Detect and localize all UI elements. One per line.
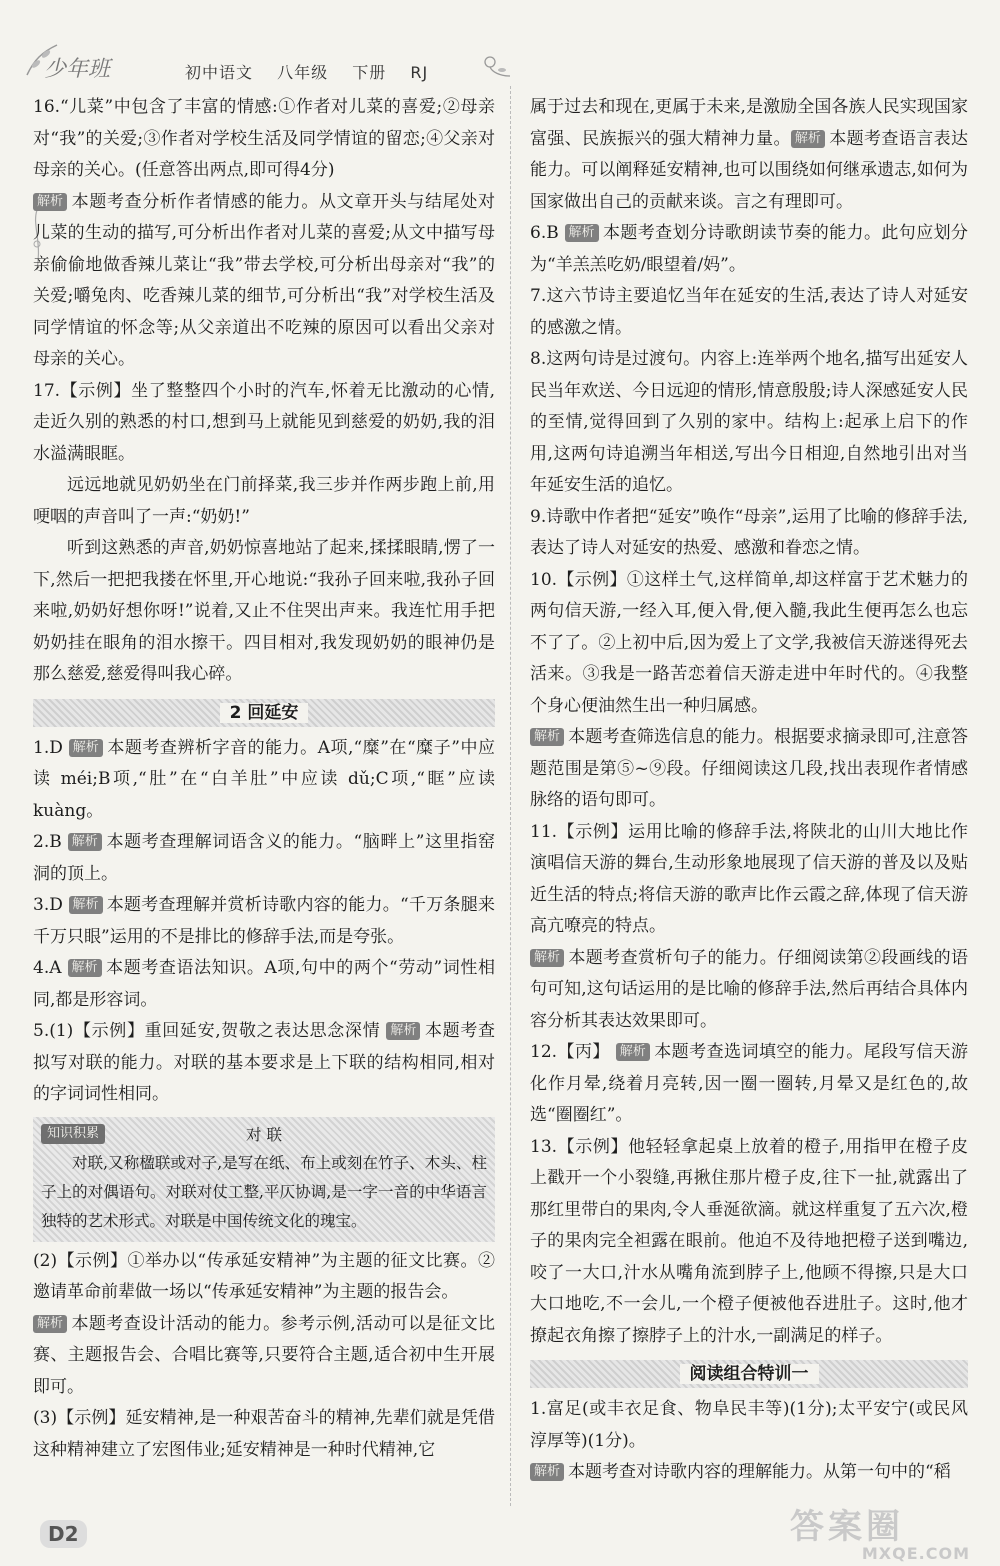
answer-5-3: (3)【示例】延安精神,是一种艰苦奋斗的精神,先辈们就是凭借这种精神建立了宏图伟业;延安精神是一种时代精神,它 — [33, 1408, 495, 1460]
analysis-tag: 解析 — [530, 728, 564, 746]
knowledge-box — [33, 1117, 495, 1242]
analysis-tag: 解析 — [791, 130, 825, 148]
answer-8: 8.这两句诗是过渡句。内容上:连举两个地名,描写出延安人民当年欢送、今日远迎的情形,情意殷殷;诗人深感延安人民的至情,觉得回到了久别的家中。结构上:起承上启下的作用,这两句诗追溯当年相送,写出今日相迎,自然地引出对当年延安生活的追忆。 — [530, 349, 968, 495]
analysis-tag: 解析 — [530, 949, 564, 967]
watermark — [790, 1508, 980, 1564]
answer-5-2-analysis: 解析 本题考查设计活动的能力。参考示例,活动可以是征文比赛、主题报告会、合唱比赛等,只要符合主题,适合初中生开展即可。 — [33, 1313, 495, 1397]
answer-11: 11.【示例】运用比喻的修辞手法,将陕北的山川大地比作演唱信天游的舞台,生动形象地展现了信天游的普及以及贴近生活的特点;将信天游的歌声比作云霞之辞,体现了信天游高亢嘹亮的特点。 — [530, 821, 968, 936]
answer-1: 1.D 解析 本题考查辨析字音的能力。A项,“糜”在“糜子”中应读 méi;B项,“肚”在“白羊肚”中应读 dǔ;C项,“眶”应读 kuàng。 — [33, 737, 495, 821]
answer-3: 3.D 解析 本题考查理解并赏析诗歌内容的能力。“千万条腿来千万只眼”运用的不是排比的修辞手法,而是夸张。 — [33, 895, 495, 947]
answer-9: 9.诗歌中作者把“延安”唤作“母亲”,运用了比喻的修辞手法,表达了诗人对延安的热爱、感激和眷恋之情。 — [530, 506, 968, 558]
page-header — [0, 0, 1000, 90]
answer-16-analysis: 解析 本题考查分析作者情感的能力。从文章开头与结尾处对儿菜的生动的描写,可分析出作者对儿菜的喜爱;从文中描写母亲偷偷地做香辣儿菜让“我”带去学校,可分析出母亲对“我”的关爱;嚼兔肉、吃香辣儿菜的细节,可分析出“我”对学校生活及同学情谊的怀念等;从父亲道出不吃辣的原因可以看出父亲对母亲的关心。 — [33, 191, 495, 369]
knowledge-text: 对联,又称楹联或对子,是写在纸、布上或刻在竹子、木头、柱子上的对偶语句。对联对仗工整,平仄协调,是一字一音的中华语言独特的艺术形式。对联是中国传统文化的瑰宝。 — [41, 1153, 487, 1230]
answer-5-1: 5.(1)【示例】重回延安,贺敬之表达思念深情 解析 本题考查拟写对联的能力。对联的基本要求是上下联的结构相同,相对的字词词性相同。 — [33, 1021, 496, 1104]
knowledge-tag: 知识积累 — [41, 1124, 105, 1144]
knowledge-header — [41, 1121, 487, 1149]
page-number: D2 — [40, 1520, 87, 1548]
analysis-tag: 解析 — [69, 739, 103, 757]
answer-11-analysis: 解析 本题考查赏析句子的能力。仔细阅读第②段画线的语句可知,这句话运用的是比喻的修辞手法,然后再结合具体内容分析其表达效果即可。 — [530, 947, 968, 1031]
right-column — [530, 92, 968, 1489]
flower-ornament-icon — [478, 50, 514, 80]
answer-17-paragraph: 远远地就见奶奶坐在门前择菜,我三步并作两步跑上前,用哽咽的声音叫了一声:“奶奶!” — [33, 475, 495, 527]
left-column — [33, 92, 495, 1466]
watermark-url: MXQE.COM — [861, 1544, 970, 1563]
answer-17-paragraph: 听到这熟悉的声音,奶奶惊喜地站了起来,揉揉眼睛,愣了一下,然后一把把我搂在怀里,开心地说:“我孙子回来啦,我孙子回来啦,奶奶好想你呀!”说着,又止不住哭出声来。我连忙用手把奶奶挂在眼角的泪水擦干。四目相对,我发现奶奶的眼神仍是那么慈爱,慈爱得叫我心碎。 — [33, 538, 495, 684]
answer-4: 4.A 解析 本题考查语法知识。A项,句中的两个“劳动”词性相同,都是形容词。 — [33, 958, 496, 1010]
section-header — [33, 699, 495, 727]
section-header — [530, 1360, 968, 1388]
analysis-tag: 解析 — [69, 896, 103, 914]
knowledge-title: 对 联 — [246, 1125, 282, 1144]
analysis-tag: 解析 — [33, 193, 67, 211]
brand-logo: 少年班 — [44, 57, 111, 82]
answer-13: 13.【示例】他轻轻拿起桌上放着的橙子,用指甲在橙子皮上戳开一个小裂缝,再揪住那片橙子皮,往下一扯,就露出了那红里带白的果肉,令人垂涎欲滴。就这样重复了五六次,橙子的果肉完全袒露在眼前。他迫不及待地把橙子送到嘴边,咬了一大口,汁水从嘴角流到脖子上,他顾不得擦,只是大口大口地吃,不一会儿,一个橙子便被他吞进肚子。这时,他才撩起衣角擦了擦脖子上的汁水,一副满足的样子。 — [530, 1136, 968, 1346]
subject-label: 初中语文 — [185, 63, 254, 82]
section-title: 阅读组合特训一 — [680, 1364, 819, 1384]
analysis-tag: 解析 — [386, 1022, 420, 1040]
column-divider — [510, 86, 512, 1506]
answer-17: 17.【示例】坐了整整四个小时的汽车,怀着无比激动的心情,走近久别的熟悉的村口,想到马上就能见到慈爱的奶奶,我的泪水溢满眼眶。 — [33, 380, 495, 464]
answer-b1: 1.富足(或丰衣足食、物阜民丰等)(1分);太平安宁(或民风淳厚等)(1分)。 — [530, 1399, 968, 1451]
volume-label: 下册 — [352, 63, 387, 82]
edition-label: RJ — [410, 63, 429, 82]
analysis-tag: 解析 — [616, 1043, 650, 1061]
answer-12: 12.【丙】 解析 本题考查选词填空的能力。尾段写信天游化作月晕,绕着月亮转,因一圈一圈转,月晕又是红色的,故选“圈圈红”。 — [530, 1042, 969, 1125]
answer-5-2: (2)【示例】①举办以“传承延安精神”为主题的征文比赛。②邀请革命前辈做一场以“传承延安精神”为主题的报告会。 — [33, 1250, 495, 1302]
analysis-tag: 解析 — [68, 833, 102, 851]
analysis-tag: 解析 — [530, 1463, 564, 1481]
answer-5-3-continued: 属于过去和现在,更属于未来,是激励全国各族人民实现国家富强、民族振兴的强大精神力量。 解析 本题考查语言表达能力。可以阐释延安精神,也可以围绕如何继承遗志,如何为国家做出自己的贡献来谈。言之有理即可。 — [530, 97, 968, 212]
watermark-logo: 答案圈 — [790, 1507, 904, 1547]
answer-6: 6.B 解析 本题考查划分诗歌朗读节奏的能力。此句应划分为“羊羔羔吃奶/眼望着/妈”。 — [530, 223, 969, 275]
answer-7: 7.这六节诗主要追忆当年在延安的生活,表达了诗人对延安的感激之情。 — [530, 286, 968, 338]
answer-b1-analysis: 解析 本题考查对诗歌内容的理解能力。从第一句中的“稻 — [530, 1457, 968, 1489]
answer-2: 2.B 解析 本题考查理解词语含义的能力。“脑畔上”这里指窑洞的顶上。 — [33, 832, 496, 884]
grade-label: 八年级 — [277, 63, 329, 82]
answer-10: 10.【示例】①这样土气,这样简单,却这样富于艺术魅力的两句信天游,一经入耳,便入骨,便入髓,我此生便再怎么也忘不了了。②上初中后,因为爱上了文学,我被信天游迷得死去活来。③我是一路苦恋着信天游走进中年时代的。④我整个身心便油然生出一种归属感。 — [530, 569, 968, 716]
section-title: 2 回延安 — [220, 703, 309, 723]
analysis-tag: 解析 — [68, 959, 102, 977]
header-info — [185, 60, 446, 83]
answer-10-analysis: 解析 本题考查筛选信息的能力。根据要求摘录即可,注意答题范围是第⑤~⑨段。仔细阅读这几段,找出表现作者情感脉络的语句即可。 — [530, 727, 968, 810]
analysis-tag: 解析 — [33, 1315, 67, 1333]
analysis-tag: 解析 — [565, 224, 599, 242]
answer-16: 16.“儿菜”中包含了丰富的情感:①作者对儿菜的喜爱;②母亲对“我”的关爱;③作者对学校生活及同学情谊的留恋;④父亲对母亲的关心。(任意答出两点,即可得4分) — [33, 97, 495, 180]
